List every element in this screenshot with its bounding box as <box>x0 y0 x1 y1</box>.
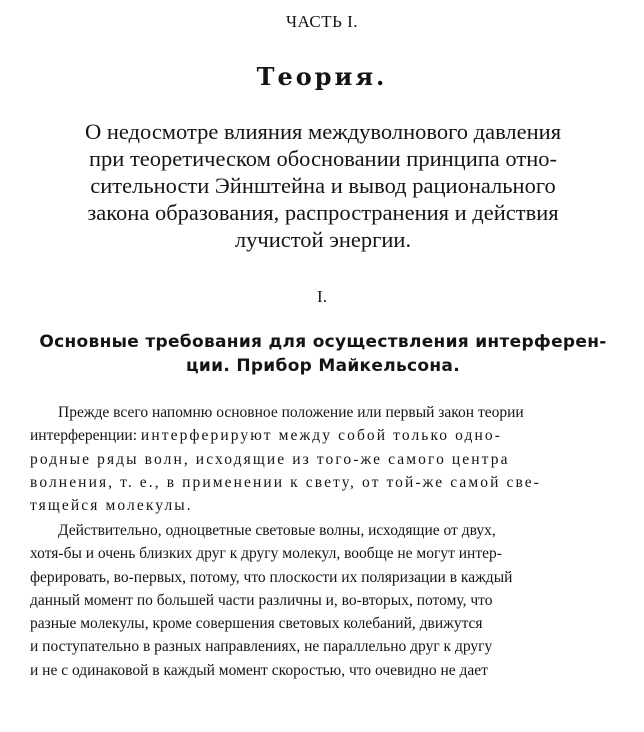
part-label: ЧАСТЬ I. <box>285 12 359 31</box>
chapter-subtitle <box>28 118 618 253</box>
paragraph-line: Прежде всего напомню основное положение или первый закон теории <box>58 404 524 421</box>
paragraph-line: данный момент по большей части различны и, во-вторых, потому, что <box>30 591 493 609</box>
paragraph-line: и не с одинаковой в каждый момент скоростью, что очевидно не дает <box>30 661 488 679</box>
paragraph-line: волнения, т. е., в применении к свету, от той-же самой све- <box>30 473 542 491</box>
section-number: I. <box>317 287 327 306</box>
paragraph-line-lead: интерференции: <box>30 427 138 445</box>
paragraph-line-spaced: интерферируют между собой только одно- <box>140 427 503 445</box>
paragraph-line: тящейся молекулы. <box>30 497 193 515</box>
paragraph-line <box>30 424 618 447</box>
paragraph-line: Действительно, одноцветные световые волны, исходящие от двух, <box>58 522 496 539</box>
section-title-line: ции. Прибор Майкельсона. <box>186 356 460 376</box>
page-heading: Теория. <box>256 62 388 91</box>
section-title-line: Основные требования для осуществления интерферен- <box>39 332 607 352</box>
paragraph-first-law <box>30 401 618 517</box>
section-title <box>28 330 618 378</box>
subtitle-line: лучистой энергии. <box>234 227 412 252</box>
paragraph-line: родные ряды волн, исходящие из того-же самого центра <box>30 450 510 468</box>
subtitle-line: закона образования, распространения и действия <box>87 200 559 225</box>
paragraph-line: разные молекулы, кроме совершения световых колебаний, движутся <box>30 615 483 633</box>
subtitle-line: О недосмотре влияния междуволнового давления <box>84 119 562 144</box>
paragraph-line: и поступательно в разных направлениях, не параллельно друг к другу <box>30 638 493 656</box>
paragraph-line: хотя-бы и очень близких друг к другу молекул, вообще не могут интер- <box>30 545 502 563</box>
paragraph-explanation <box>30 519 618 682</box>
subtitle-line: сительности Эйнштейна и вывод рационального <box>90 173 556 198</box>
paragraph-line: ферировать, во-первых, потому, что плоскости их поляризации в каждый <box>30 568 513 586</box>
subtitle-line: при теоретическом обосновании принципа отно- <box>89 146 557 171</box>
